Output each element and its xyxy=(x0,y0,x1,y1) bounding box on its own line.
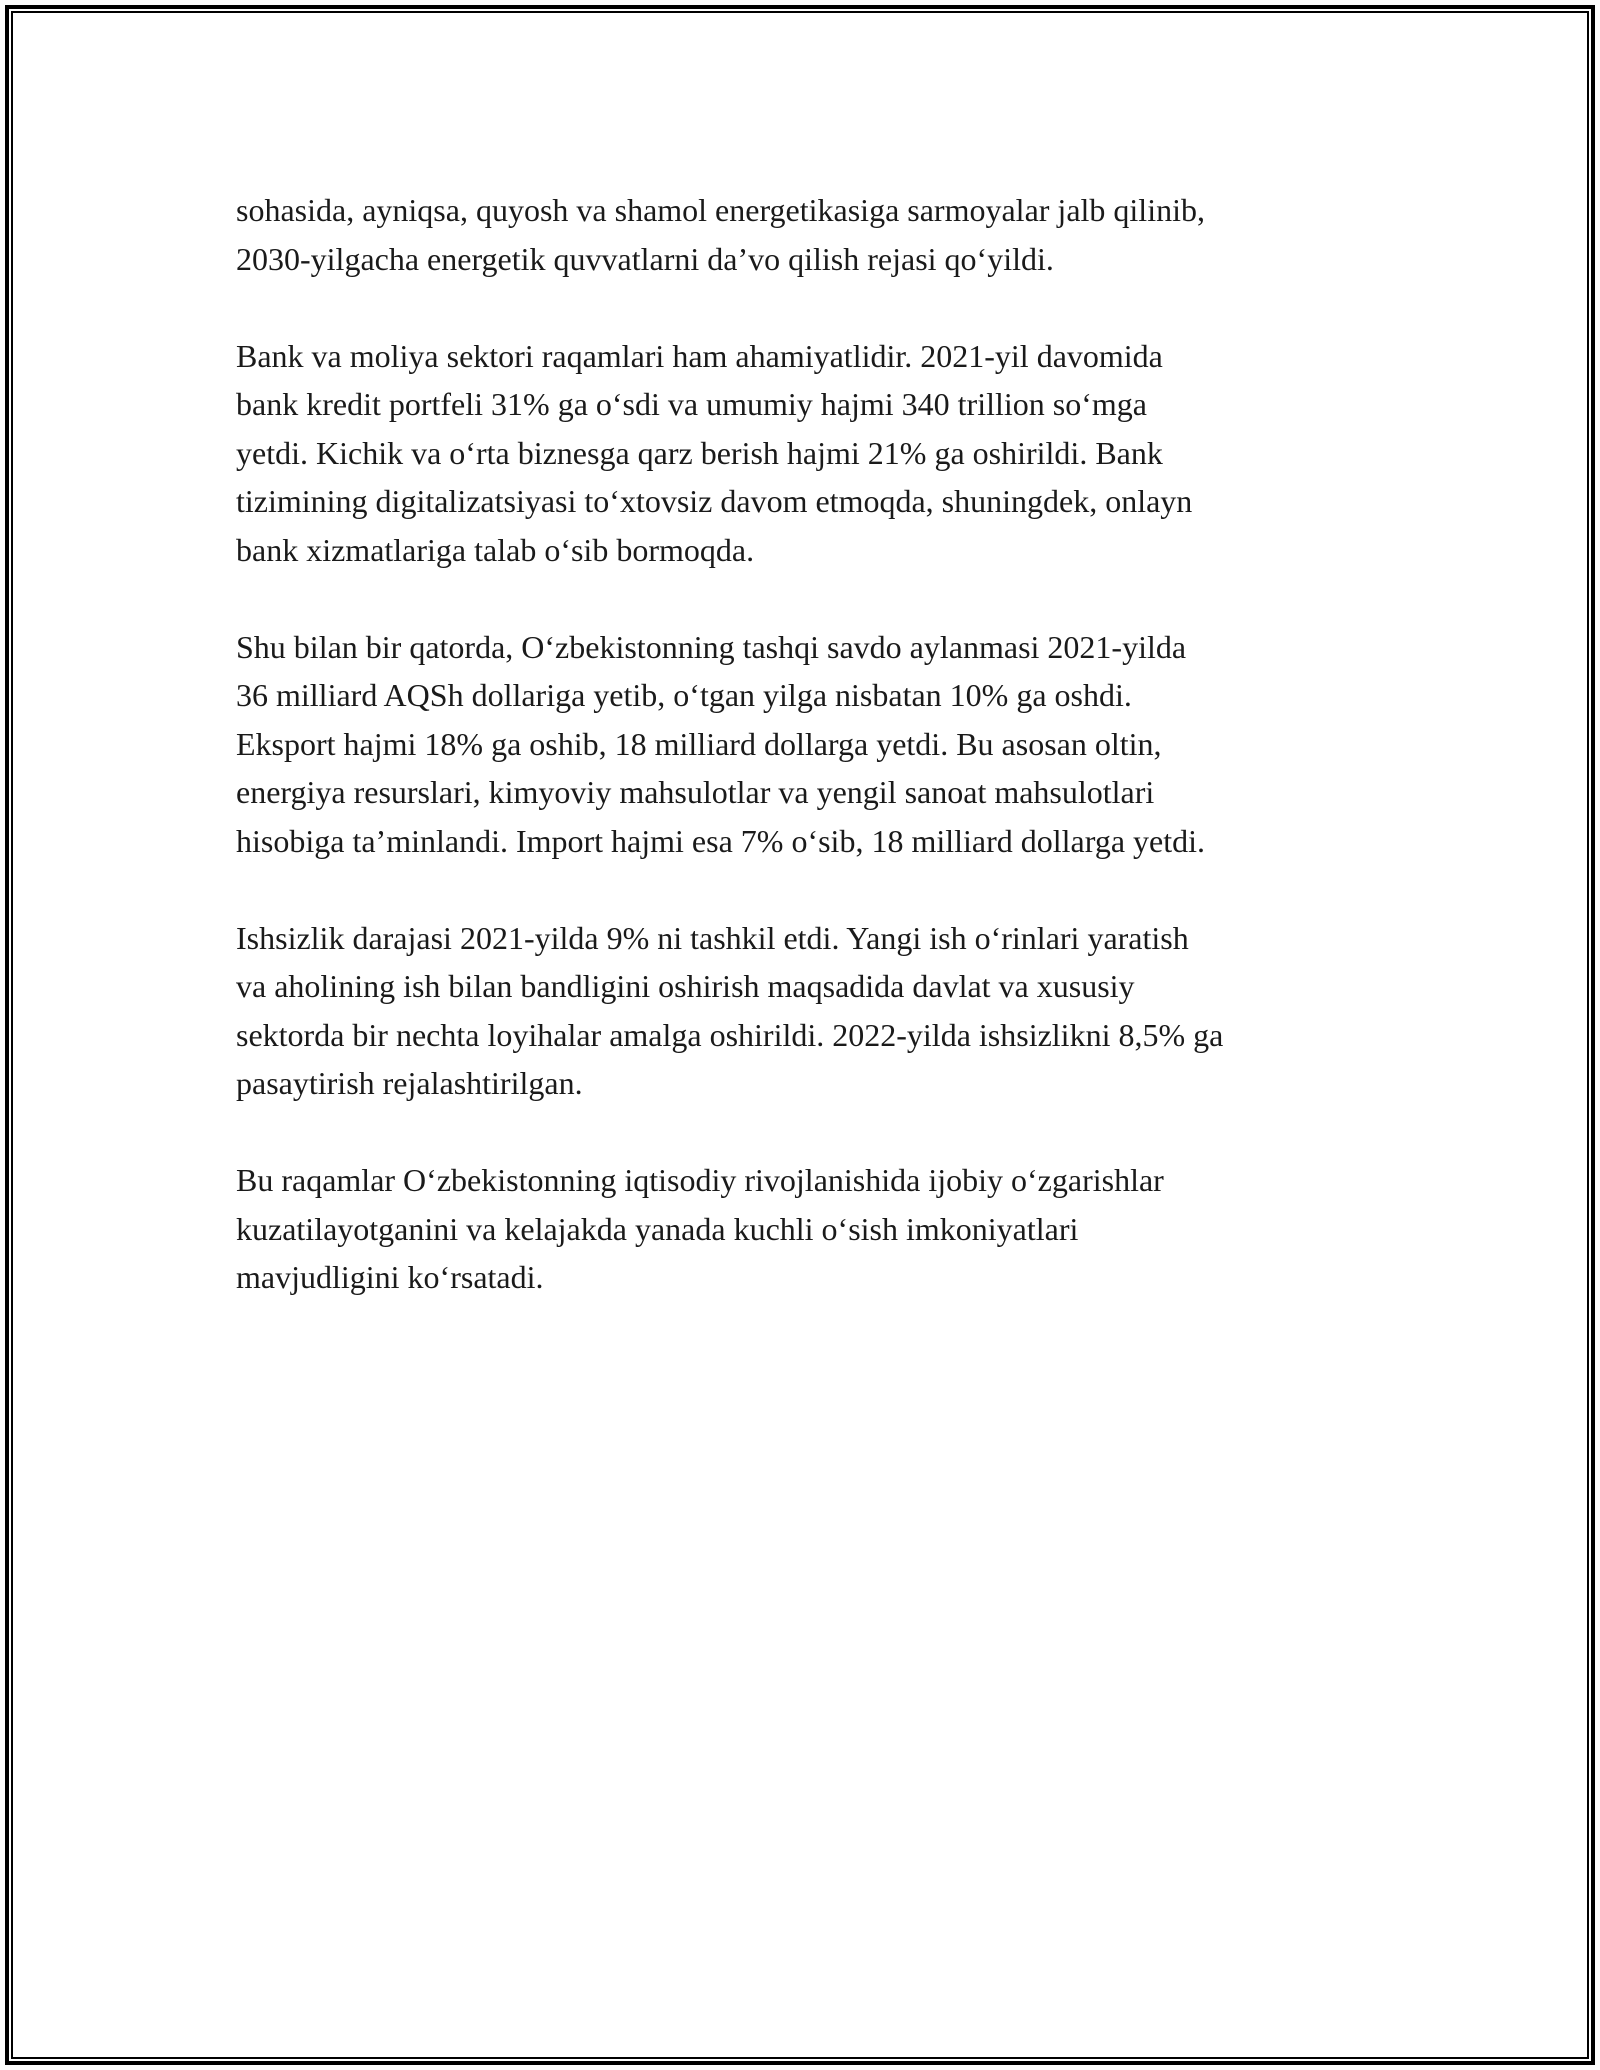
paragraph-energy xyxy=(236,186,1396,283)
text-line: Ishsizlik darajasi 2021-yilda 9% ni tashkil etdi. Yangi ish o‘rinlari yaratish xyxy=(236,919,1189,956)
text-line: 36 milliard AQSh dollariga yetib, o‘tgan yilga nisbatan 10% ga oshdi. xyxy=(236,677,1132,713)
text-line: 2030-yilgacha energetik quvvatlarni da’vo qilish rejasi qo‘yildi. xyxy=(236,240,1054,277)
paragraph-foreign-trade xyxy=(236,623,1396,866)
text-line: sohasida, ayniqsa, quyosh va shamol energetikasiga sarmoyalar jalb qilinib, xyxy=(236,192,1205,228)
text-line: pasaytirish rejalashtirilgan. xyxy=(236,1065,583,1101)
text-line: hisobiga ta’minlandi. Import hajmi esa 7% o‘sib, 18 milliard dollarga yetdi. xyxy=(236,822,1205,859)
text-line: sektorda bir nechta loyihalar amalga oshirildi. 2022-yilda ishsizlikni 8,5% ga xyxy=(236,1016,1224,1053)
text-line: bank kredit portfeli 31% ga o‘sdi va umumiy hajmi 340 trillion so‘mga xyxy=(236,386,1147,422)
text-line: yetdi. Kichik va o‘rta biznesga qarz berish hajmi 21% ga oshirildi. Bank xyxy=(236,434,1163,471)
text-line: Bank va moliya sektori raqamlari ham ahamiyatlidir. 2021-yil davomida xyxy=(236,337,1163,374)
document-body xyxy=(236,186,1396,1350)
text-line: kuzatilayotganini va kelajakda yanada kuchli o‘sish imkoniyatlari xyxy=(236,1210,1079,1247)
text-line: Shu bilan bir qatorda, O‘zbekistonning tashqi savdo aylanmasi 2021-yilda xyxy=(236,628,1187,665)
paragraph-conclusion xyxy=(236,1156,1396,1302)
text-line: va aholining ish bilan bandligini oshirish maqsadida davlat va xususiy xyxy=(236,968,1135,1004)
text-line: mavjudligini ko‘rsatadi. xyxy=(236,1259,544,1295)
text-line: energiya resurslari, kimyoviy mahsulotlar va yengil sanoat mahsulotlari xyxy=(236,774,1155,810)
text-line: tizimining digitalizatsiyasi to‘xtovsiz davom etmoqda, shuningdek, onlayn xyxy=(236,483,1193,519)
text-line: Bu raqamlar O‘zbekistonning iqtisodiy rivojlanishida ijobiy o‘zgarishlar xyxy=(236,1162,1164,1198)
paragraph-unemployment xyxy=(236,914,1396,1108)
text-line: Eksport hajmi 18% ga oshib, 18 milliard dollarga yetdi. Bu asosan oltin, xyxy=(236,725,1162,762)
paragraph-banking xyxy=(236,332,1396,575)
text-line: bank xizmatlariga talab o‘sib bormoqda. xyxy=(236,531,755,568)
